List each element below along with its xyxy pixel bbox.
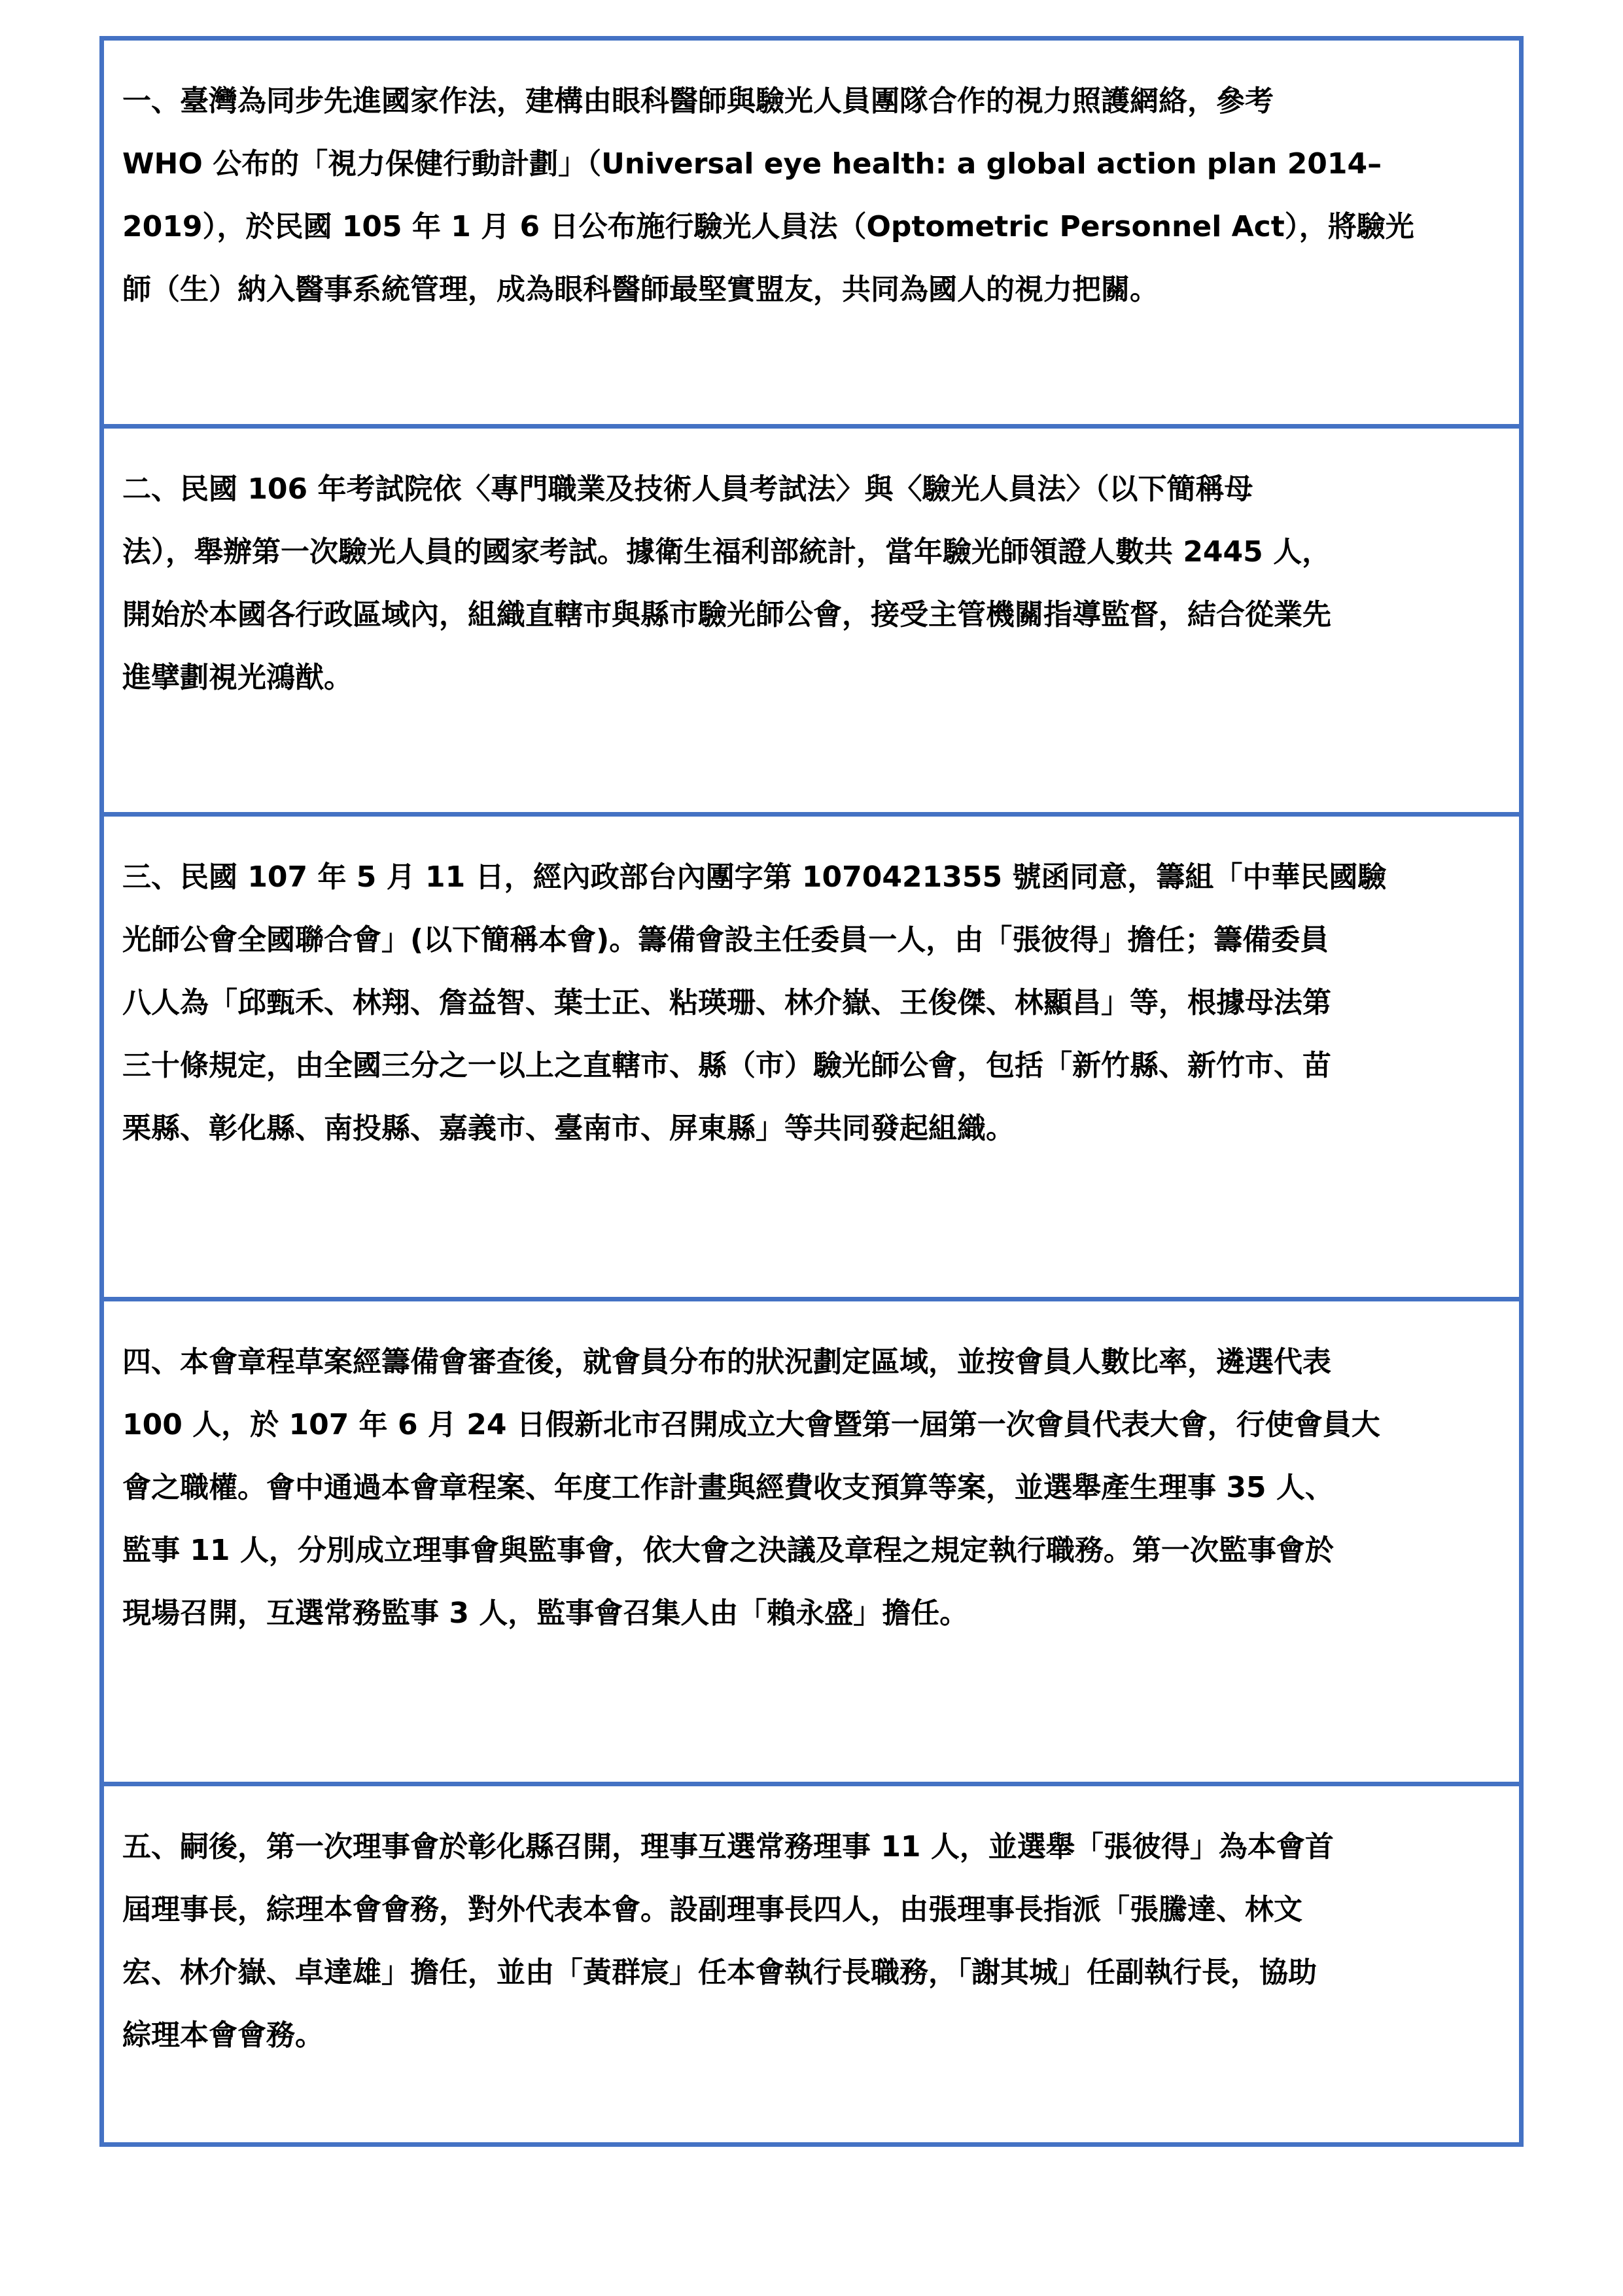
section-3-line-2: 光師公會全國聯合會」(以下簡稱本會)。籌備會設主任委員一人，由「張彼得」擔任；籌備委員 xyxy=(122,923,1329,957)
section-1-line-4: 師（生）納入醫事系統管理，成為眼科醫師最堅實盟友，共同為國人的視力把關。 xyxy=(122,273,1159,306)
section-3-line-3: 八人為「邱甄禾、林翔、詹益智、葉士正、粘瑛珊、林介嶽、王俊傑、林顯昌」等，根據母法第 xyxy=(122,986,1331,1019)
history-table xyxy=(99,36,1524,2147)
section-2-line-4: 進擘劃視光鴻猷。 xyxy=(122,661,353,694)
section-4-line-5: 現場召開，互選常務監事 3 人，監事會召集人由「賴永盛」擔任。 xyxy=(122,1597,969,1630)
section-4-line-2: 100 人，於 107 年 6 月 24 日假新北市召開成立大會暨第一屆第一次會員代表大會，行使會員大 xyxy=(122,1408,1380,1441)
section-5-line-3: 宏、林介嶽、卓達雄」擔任，並由「黃群宸」任本會執行長職務，「謝其城」任副執行長，協助 xyxy=(122,1956,1317,1989)
section-3-line-5: 栗縣、彰化縣、南投縣、嘉義市、臺南市、屏東縣」等共同發起組織。 xyxy=(122,1112,1015,1145)
section-1-line-2: WHO 公布的「視力保健行動計劃」（Universal eye health: a global action plan 2014– xyxy=(122,147,1382,181)
section-2-line-2: 法），舉辦第一次驗光人員的國家考試。據衛生福利部統計，當年驗光師領證人數共 2445 人， xyxy=(122,535,1331,569)
section-2-line-1: 二、民國 106 年考試院依〈專門職業及技術人員考試法〉與〈驗光人員法〉（以下簡稱母 xyxy=(122,472,1253,506)
section-3 xyxy=(104,817,1519,1301)
section-1-line-1: 一、臺灣為同步先進國家作法，建構由眼科醫師與驗光人員團隊合作的視力照護網絡，參考 xyxy=(122,84,1274,118)
section-1-line-3: 2019），於民國 105 年 1 月 6 日公布施行驗光人員法（Optometric Personnel Act），將驗光 xyxy=(122,210,1414,243)
section-5-line-2: 屆理事長，綜理本會會務，對外代表本會。設副理事長四人，由張理事長指派「張騰達、林文 xyxy=(122,1893,1302,1926)
section-5-line-1: 五、嗣後，第一次理事會於彰化縣召開，理事互選常務理事 11 人，並選舉「張彼得」為本會首 xyxy=(122,1830,1334,1863)
section-5-line-4: 綜理本會會務。 xyxy=(122,2019,324,2052)
section-2 xyxy=(104,429,1519,817)
section-2-line-3: 開始於本國各行政區域內，組織直轄市與縣市驗光師公會，接受主管機關指導監督，結合從業先 xyxy=(122,598,1331,631)
section-4-line-3: 會之職權。會中通過本會章程案、年度工作計畫與經費收支預算等案，並選舉產生理事 35 人、 xyxy=(122,1471,1334,1504)
section-5 xyxy=(104,1786,1519,2142)
section-3-line-1: 三、民國 107 年 5 月 11 日，經內政部台內團字第 1070421355 號函同意，籌組「中華民國驗 xyxy=(122,860,1387,894)
section-3-line-4: 三十條規定，由全國三分之一以上之直轄市、縣（市）驗光師公會，包括「新竹縣、新竹市、苗 xyxy=(122,1049,1331,1082)
section-4 xyxy=(104,1301,1519,1786)
section-4-line-4: 監事 11 人，分別成立理事會與監事會，依大會之決議及章程之規定執行職務。第一次監事會於 xyxy=(122,1534,1334,1567)
section-1 xyxy=(104,41,1519,429)
section-4-line-1: 四、本會章程草案經籌備會審查後，就會員分布的狀況劃定區域，並按會員人數比率，遴選代表 xyxy=(122,1345,1331,1379)
